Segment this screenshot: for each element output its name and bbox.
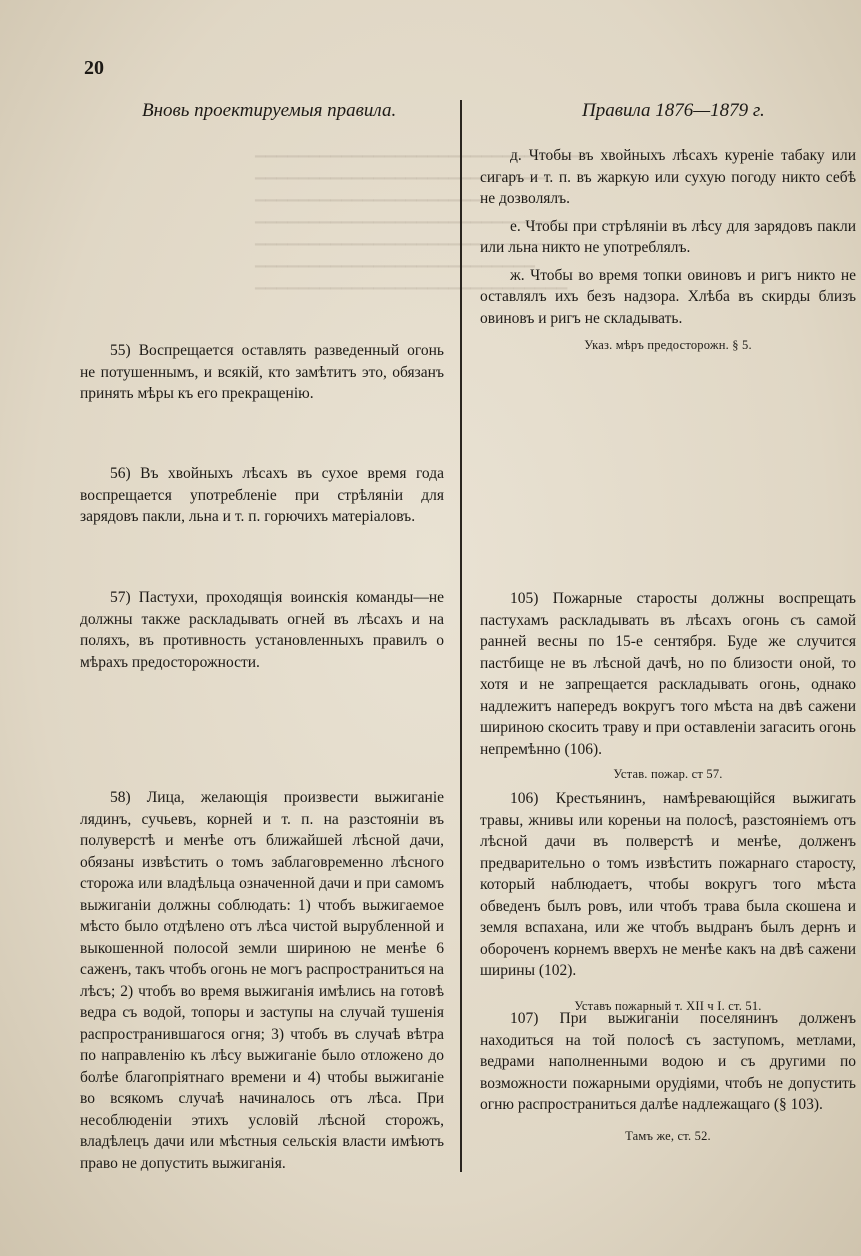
article-58-text: 58) Лица, желающія произвести выжиганіе лядинъ, сучьевъ, корней и т. п. на разстояніи въ полуверстѣ и менѣе отъ ближайшей лѣсной дачи, обязаны извѣстить о томъ заблаговременно лѣсного сторожа или владѣльца означенной дачи и при самомъ выжиганіи должны соблюдать: 1) чтобъ выжигаемое мѣсто было отдѣлено отъ лѣса чистой вырубленной и выкошенной полосой земли шириною не менѣе 6 саженъ, такъ чтобъ огонь не могъ распространиться на лѣсъ; 2) чтобъ во время выжиганія имѣлись на готовѣ ведра съ водой, топоры и заступы на случай тушенія распространившагося огня; 3) чтобъ въ случаѣ вѣтра по направленію къ лѣсу выжиганіе было отложено до болѣе благопріятнаго времени и 4) чтобы выжиганіе во всякомъ случаѣ начиналось отъ лѣса. При несоблюденіи этихъ условій лѣсной сторожъ, владѣлецъ дачи или мѣстныя сельскія власти имѣютъ право не допустить выжиганія. — [80, 789, 444, 1172]
article-106 — [480, 788, 856, 1017]
article-55-text: 55) Воспрещается оставлять разведенный огонь не потушеннымъ, и всякій, кто замѣтитъ это, обязанъ принять мѣры къ его прекращенію. — [80, 342, 444, 402]
article-57 — [80, 587, 444, 673]
item-zh: ж. Чтобы во время топки овиновъ и ригъ никто не оставлялъ ихъ безъ надзора. Хлѣба въ скирды близъ овиновъ и ригъ не складывать. — [480, 266, 856, 327]
article-105 — [480, 588, 856, 786]
article-105-source: Устав. пожар. ст 57. — [613, 767, 723, 781]
item-d: д. Чтобы въ хвойныхъ лѣсахъ куреніе табаку или сигаръ и т. п. въ жаркую или сухую погоду никто себѣ не дозволялъ. — [480, 147, 856, 207]
page-number: 20 — [84, 57, 104, 79]
article-56 — [80, 463, 444, 528]
column-divider — [460, 100, 462, 1172]
article-106-source: Уставъ пожарный т. XII ч I. ст. 51. — [574, 998, 762, 1013]
item-e: е. Чтобы при стрѣляніи въ лѣсу для зарядовъ пакли или льна никто не употреблялъ. — [480, 217, 856, 256]
article-107-source: Тамъ же, ст. 52. — [625, 1128, 711, 1143]
article-106-text: 106) Крестьянинъ, намѣревающійся выжигать травы, жнивы или кореньи на полосѣ, разстояніемъ отъ лѣсной дачи въ полверстѣ и менѣе, долженъ предварительно о томъ извѣстить пожарнаго старосту, который наблюдаетъ, чтобы вокругъ того мѣста обведенъ былъ ровъ, или чтобъ трава была скошена и земля вспахана, или же чтобъ выдранъ былъ дернъ и обороченъ корнемъ вверхъ не менѣе какъ на двѣ сажени ширины (102). — [480, 790, 856, 979]
article-107 — [480, 1008, 856, 1147]
right-top-source: Указ. мѣръ предосторожн. § 5. — [584, 338, 752, 352]
bleed-through-text: ▁▁▁▁▁▁▁▁▁▁▁▁▁▁▁▁▁▁▁▁▁▁▁▁▁▁▁▁▁▁▁ ▁▁▁▁▁▁▁▁▁▁▁▁▁▁▁▁▁▁▁▁▁▁▁▁▁▁▁ ▁▁▁▁▁▁▁▁▁▁▁▁▁▁▁▁▁▁▁▁▁ ▁▁▁▁▁▁▁▁▁▁▁▁▁▁▁▁▁▁▁▁▁▁▁▁▁▁▁▁▁ ▁▁▁▁▁▁▁▁▁▁▁▁▁▁▁▁▁▁▁▁▁▁▁▁▁▁▁▁▁▁ ▁▁▁▁▁▁▁▁▁▁▁▁▁▁▁▁▁▁▁▁▁▁▁▁▁▁ ▁▁▁▁▁▁▁▁▁▁▁▁▁▁▁▁▁▁▁▁▁▁▁▁▁▁▁▁▁ — [255, 143, 589, 290]
article-57-text: 57) Пастухи, проходящія воинскія команды—не должны также раскладывать огней въ лѣсахъ и на поляхъ, въ противность установленныхъ правилъ о мѣрахъ предосторожности. — [80, 589, 444, 671]
right-top-items — [480, 145, 856, 357]
article-55 — [80, 340, 444, 405]
article-107-text: 107) При выжиганіи поселянинъ долженъ находиться на той полосѣ съ заступомъ, метлами, ведрами наполненными водою и съ другими по возможности пожарными орудіями, чтобъ не допустить огню распространиться далѣе надлежащаго (§ 103). — [480, 1010, 856, 1113]
article-56-text: 56) Въ хвойныхъ лѣсахъ въ сухое время года воспрещается употребленіе при стрѣляніи для зарядовъ пакли, льна и т. п. горючихъ матеріаловъ. — [80, 465, 444, 525]
left-column-heading: Вновь проектируемыя правила. — [142, 100, 397, 121]
article-58 — [80, 787, 444, 1174]
article-105-text: 105) Пожарные старосты должны воспрещать пастухамъ раскладывать въ лѣсахъ огонь съ самой ранней весны по 15-е сентября. Буде же случится пастбище не въ лѣсной дачѣ, но по близости оной, то хотя и не запрещается раскладывать огонь, однако надлежитъ напередъ вокругъ того мѣста на двѣ сажени шириною скосить траву и при оставленіи загасить огонь непремѣнно (106). — [480, 590, 856, 758]
right-column-heading: Правила 1876—1879 г. — [582, 100, 765, 121]
